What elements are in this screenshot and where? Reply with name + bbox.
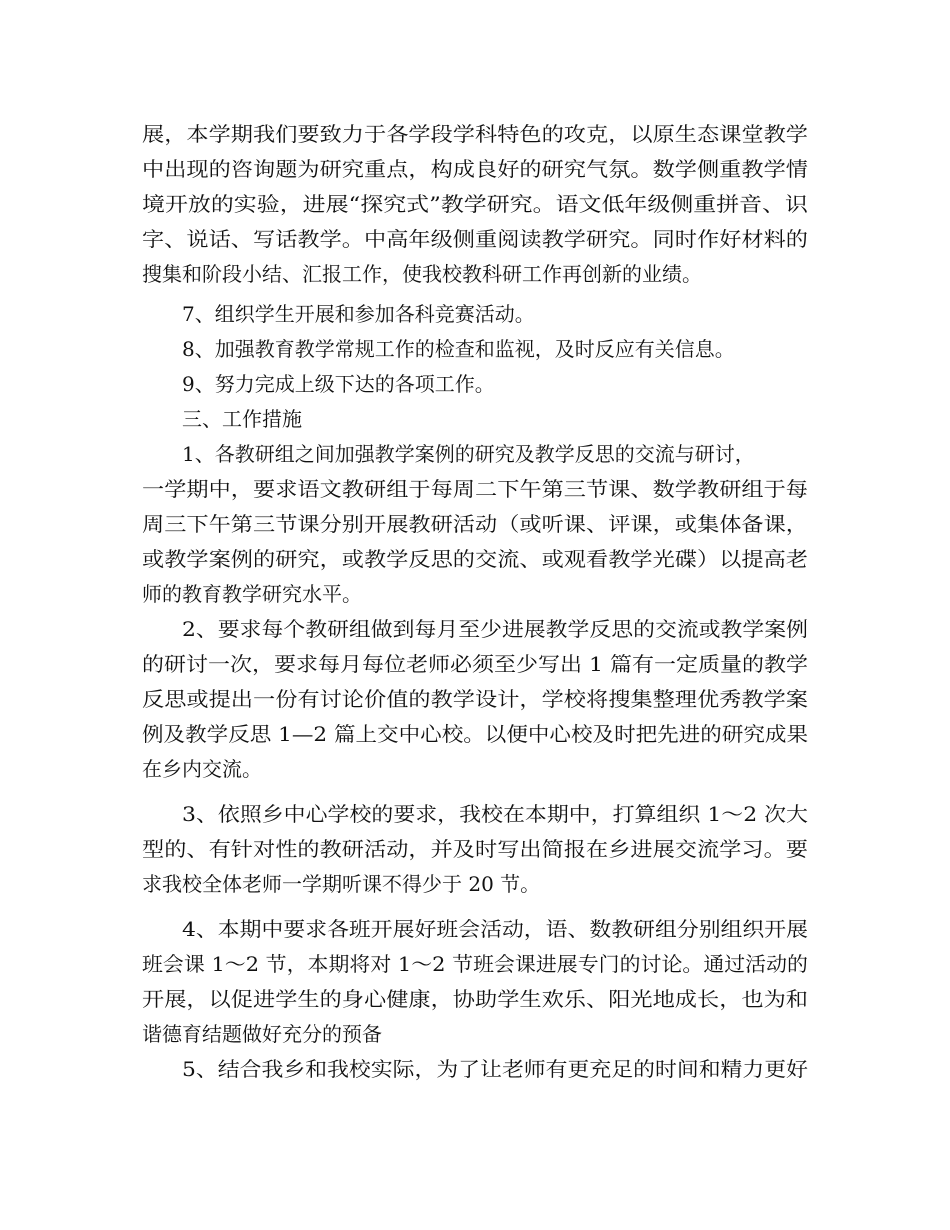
text-line	[0, 1052, 950, 1086]
text-line-content: 展，本学期我们要致力于各学段学科特色的攻克，以原生态课堂教学	[142, 122, 808, 146]
text-line-content: 求我校全体老师一学期听课不得少于 20 节。	[142, 872, 541, 896]
text-line	[0, 152, 950, 186]
text-line-content: 字、说话、写话教学。中高年级侧重阅读教学研究。同时作好材料的	[142, 227, 808, 251]
text-line	[0, 982, 950, 1016]
text-line-content: 一学期中，要求语文教研组于每周二下午第三节课、数学教研组于每	[142, 477, 808, 501]
text-line-content: 或教学案例的研究，或教学反思的交流、或观看教学光碟）以提高老	[142, 547, 808, 571]
text-line-content: 7、组织学生开展和参加各科竞赛活动。	[182, 302, 535, 326]
text-line	[0, 1017, 950, 1051]
text-line-content: 师的教育教学研究水平。	[142, 582, 362, 606]
text-line-content: 3、依照乡中心学校的要求，我校在本期中，打算组织 1～2 次大	[182, 802, 808, 826]
text-line	[0, 507, 950, 541]
text-line	[0, 752, 950, 786]
text-line	[0, 647, 950, 681]
text-line	[0, 612, 950, 646]
text-line	[0, 257, 950, 291]
text-line	[0, 332, 950, 366]
text-line	[0, 832, 950, 866]
text-line	[0, 947, 950, 981]
section-heading-text: 三、工作措施	[182, 407, 302, 431]
text-line-content: 境开放的实验，进展“探究式”教学研究。语文低年级侧重拼音、识	[142, 192, 809, 216]
text-line	[0, 717, 950, 751]
text-line-content: 周三下午第三节课分别开展教研活动（或听课、评课，或集体备课，	[142, 512, 808, 536]
text-line	[0, 797, 950, 831]
text-line	[0, 437, 950, 471]
text-line-content: 4、本期中要求各班开展好班会活动，语、数教研组分别组织开展	[182, 917, 808, 941]
text-line	[0, 682, 950, 716]
text-line	[0, 912, 950, 946]
text-line	[0, 117, 950, 151]
text-line-content: 9、努力完成上级下达的各项工作。	[182, 372, 495, 396]
text-line	[0, 867, 950, 901]
text-line	[0, 472, 950, 506]
text-line-content: 谐德育结题做好充分的预备	[142, 1022, 382, 1046]
text-line-content: 例及教学反思 1—2 篇上交中心校。以便中心校及时把先进的研究成果	[142, 722, 809, 746]
text-line-content: 中出现的咨询题为研究重点，构成良好的研究气氛。数学侧重教学情	[142, 157, 808, 181]
text-line-content: 5、结合我乡和我校实际，为了让老师有更充足的时间和精力更好	[182, 1057, 808, 1081]
section-heading	[0, 402, 950, 436]
text-line-content: 开展，以促进学生的身心健康，协助学生欢乐、阳光地成长，也为和	[142, 987, 808, 1011]
text-line-content: 反思或提出一份有讨论价值的教学设计，学校将搜集整理优秀教学案	[142, 687, 808, 711]
text-line	[0, 222, 950, 256]
text-line	[0, 367, 950, 401]
text-line-content: 2、要求每个教研组做到每月至少进展教学反思的交流或教学案例	[182, 617, 808, 641]
text-line	[0, 187, 950, 221]
text-line-content: 在乡内交流。	[142, 757, 262, 781]
text-line	[0, 542, 950, 576]
text-line	[0, 297, 950, 331]
text-line	[0, 577, 950, 611]
text-line-content: 班会课 1～2 节，本期将对 1～2 节班会课进展专门的讨论。通过活动的	[142, 952, 808, 976]
text-line-content: 1、各教研组之间加强教学案例的研究及教学反思的交流与研讨，	[182, 442, 755, 466]
text-line-content: 8、加强教育教学常规工作的检查和监视，及时反应有关信息。	[182, 337, 735, 361]
text-line-content: 搜集和阶段小结、汇报工作，使我校教科研工作再创新的业绩。	[142, 262, 702, 286]
text-line-content: 的研讨一次，要求每月每位老师必须至少写出 1 篇有一定质量的教学	[142, 652, 808, 676]
text-line-content: 型的、有针对性的教研活动，并及时写出简报在乡进展交流学习。要	[142, 837, 808, 861]
